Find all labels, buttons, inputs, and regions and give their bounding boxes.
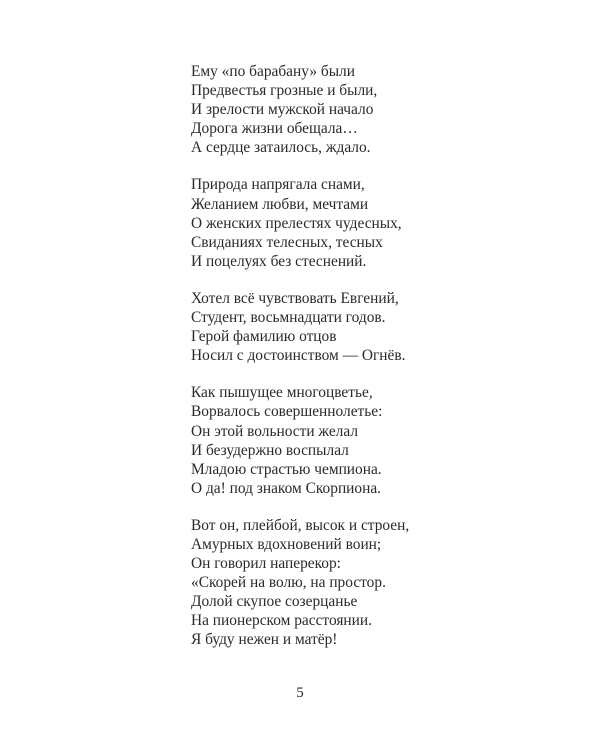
- poem-line: О да! под знаком Скорпиона.: [191, 479, 382, 497]
- poem-line: Герой фамилию отцов: [191, 328, 337, 346]
- poem-line: Младою страстью чемпиона.: [191, 460, 382, 478]
- poem-line: И поцелуях без стеснений.: [191, 252, 367, 270]
- poem-line: Ему «по барабану» были: [191, 63, 355, 80]
- poem-line: Дорога жизни обещала…: [191, 120, 358, 138]
- poem-line: Носил с достоинством — Огнёв.: [191, 347, 406, 365]
- poem-line: Вот он, плейбой, высок и строен,: [191, 516, 410, 534]
- poem-line: Как пышущее многоцветье,: [191, 384, 373, 402]
- poem-line: Природа напрягала снами,: [191, 176, 365, 194]
- poem-line: Студент, восьмнадцати годов.: [191, 309, 386, 327]
- page-number: 5: [296, 685, 304, 701]
- poem-line: «Скорей на волю, на простор.: [191, 574, 386, 592]
- poem-line: Ворвалось совершеннолетье:: [191, 403, 383, 421]
- poem-text: [191, 62, 521, 668]
- poem-line: Он говорил наперекор:: [191, 555, 341, 573]
- poem-line: Предвестья грозные и были,: [191, 82, 378, 100]
- stanza-1: [191, 62, 521, 157]
- poem-line: На пионерском расстоянии.: [191, 612, 372, 630]
- poem-line: Свиданиях телесных, тесных: [191, 233, 383, 251]
- poem-line: И безудержно воспылал: [191, 441, 349, 459]
- poem-line: Желанием любви, мечтами: [191, 195, 369, 213]
- stanza-2: [191, 175, 521, 270]
- poem-line: Хотел всё чувствовать Евгений,: [191, 289, 399, 307]
- poem-line: Долой скупое созерцанье: [191, 593, 358, 611]
- stanza-4: [191, 383, 521, 498]
- poem-line: Я буду нежен и матёр!: [191, 631, 338, 649]
- poem-line: Он этой вольности желал: [191, 422, 359, 440]
- poem-line: А сердце затаилось, ждало.: [191, 139, 371, 157]
- poem-line: О женских прелестях чудесных,: [191, 214, 402, 232]
- stanza-5: [191, 516, 521, 650]
- stanza-3: [191, 289, 521, 365]
- poem-line: И зрелости мужской начало: [191, 101, 374, 119]
- poem-line: Амурных вдохновений воин;: [191, 535, 382, 553]
